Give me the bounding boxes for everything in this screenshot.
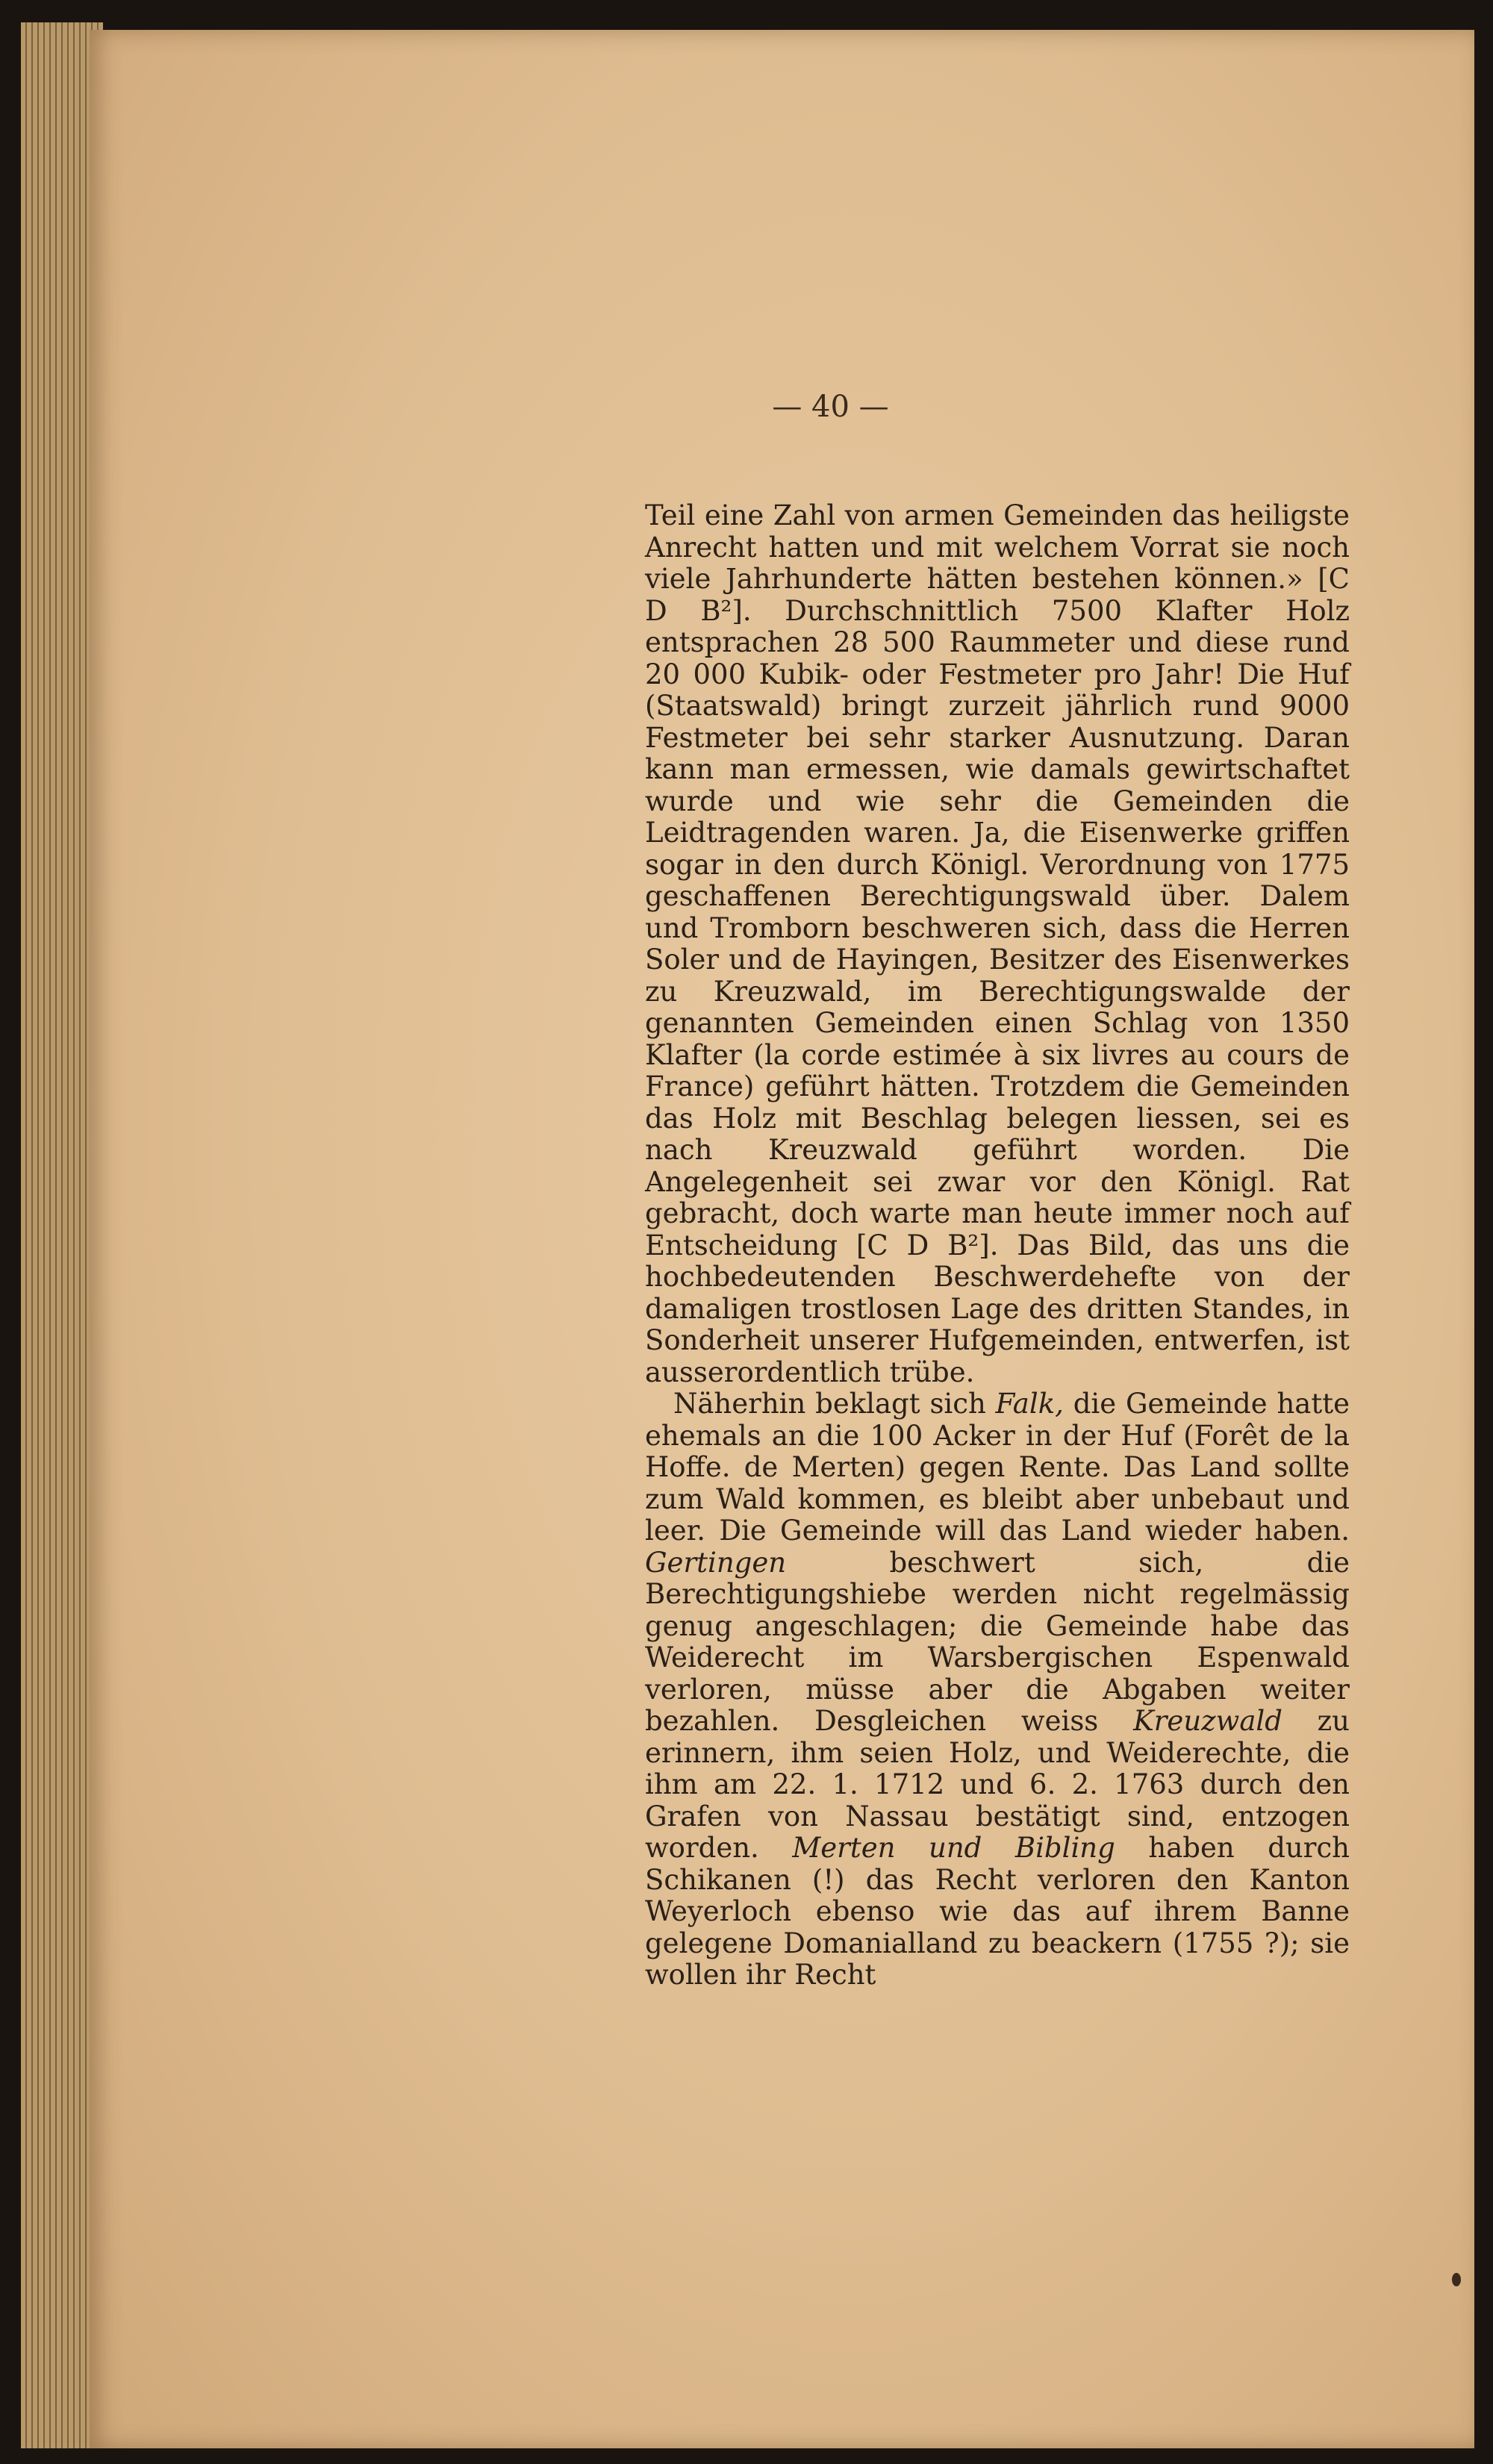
italic-text: Merten und Bibling (792, 1832, 1115, 1864)
italic-text: Falk, (995, 1388, 1064, 1420)
paragraph (645, 1388, 1350, 1992)
body-text (645, 500, 1350, 1992)
ink-speck (1452, 2273, 1461, 2286)
text-run: beschwert sich, die Berechtigungshiebe werden nicht regelmässig genug angeschlagen; die Gemeinde habe das Weiderecht im Warsbergischen Espenwald verloren, müsse aber die Abgaben weiter bezahlen. Desgleichen weiss (645, 1546, 1350, 1737)
text-run: die Gemeinde hatte ehemals an die 100 Acker in der Huf (Forêt de la Hoffe. de Merten) gegen Rente. Das Land sollte zum Wald kommen, es bleibt aber unbebaut und leer. Die Gemeinde will das Land wieder haben. (645, 1388, 1350, 1547)
italic-text: Kreuzwald (1133, 1705, 1282, 1737)
paragraph (645, 500, 1350, 1388)
text-run: haben durch Schikanen (!) das Recht verloren den Kanton Weyerloch ebenso wie das auf ihrem Banne gelegene Domanialland zu beackern (1755 ?); sie wollen ihr Recht (645, 1832, 1350, 1991)
text-run: zu erinnern, ihm seien Holz, und Weiderechte, die ihm am 22. 1. 1712 und 6. 2. 1763 durch den Grafen von Nassau bestätigt sind, entzogen worden. (645, 1705, 1350, 1864)
page-number: — 40 — (772, 390, 889, 424)
text-run: Teil eine Zahl von armen Gemeinden das heiligste Anrecht hatten und mit welchem Vorrat sie noch viele Jahrhunderte hätten bestehen können.» [C D B²]. Durchschnittlich 7500 Klafter Holz entsprachen 28 500 Raummeter und diese rund 20 000 Kubik- oder Festmeter pro Jahr! Die Huf (Staatswald) bringt zurzeit jährlich rund 9000 Festmeter bei sehr starker Ausnutzung. Daran kann man ermessen, wie damals gewirtschaftet wurde und wie sehr die Gemeinden die Leidtragenden waren. Ja, die Eisenwerke griffen sogar in den durch Königl. Verordnung von 1775 geschaffenen Berechtigungswald über. Dalem und Tromborn beschweren sich, dass die Herren Soler und de Hayingen, Besitzer des Eisenwerkes zu Kreuzwald, im Berechtigungswalde der genannten Gemeinden einen Schlag von 1350 Klafter (la corde estimée à six livres au cours de France) geführt hätten. Trotzdem die Gemeinden das Holz mit Beschlag belegen liessen, sei es nach Kreuzwald geführt worden. Die Angelegenheit sei zwar vor den Königl. Rat gebracht, doch warte man heute immer noch auf Entscheidung [C D B²]. Das Bild, das uns die hochbedeutenden Beschwerdehefte von der damaligen trostlosen Lage des dritten Standes, in Sonderheit unserer Hufgemeinden, entwerfen, ist ausserordentlich trübe. (645, 499, 1350, 1388)
italic-text: Gertingen (645, 1546, 787, 1579)
book-page (90, 30, 1474, 2448)
text-run: Näherhin beklagt sich (673, 1388, 996, 1420)
